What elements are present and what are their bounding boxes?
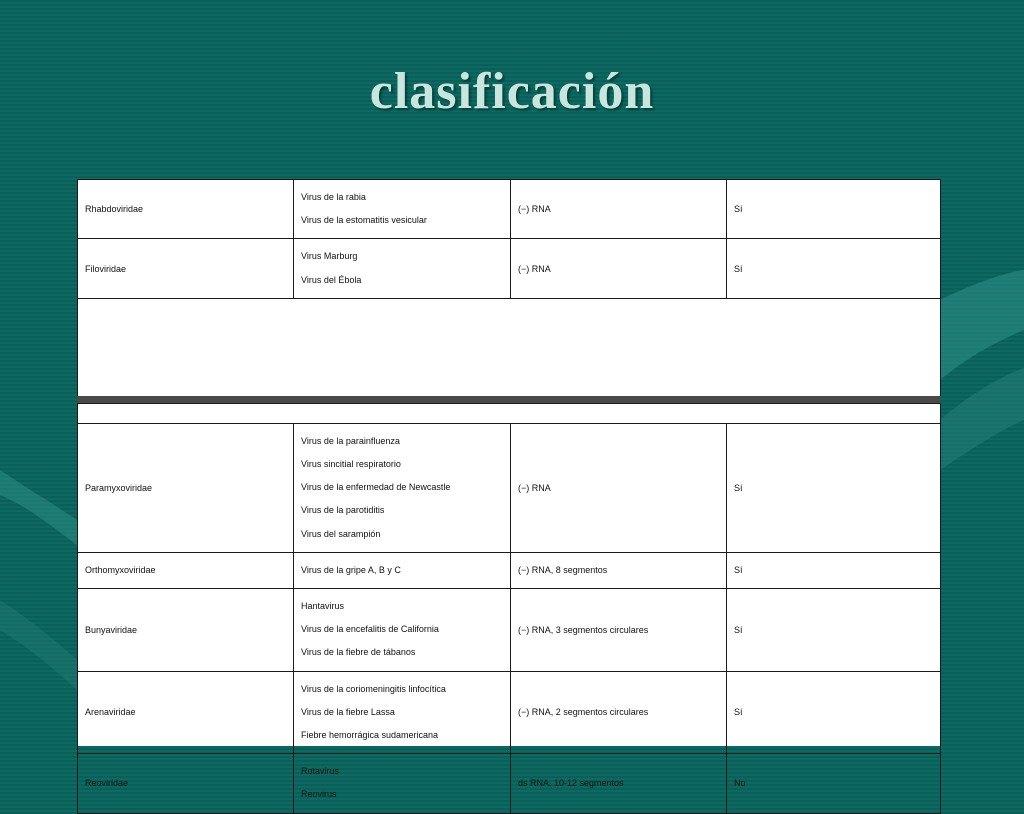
family-cell: Arenaviridae (78, 671, 294, 754)
envelope-cell: Sí (727, 552, 941, 588)
virus-name: Virus de la enfermedad de Newcastle (301, 482, 451, 493)
virus-name: Virus de la parainfluenza (301, 435, 400, 446)
virus-name: Virus de la parotiditis (301, 505, 385, 516)
virus-name: Virus del sarampión (301, 528, 381, 539)
family-cell: Reoviridae (78, 754, 294, 813)
blank-row (78, 403, 941, 423)
virus-name: Virus de la rabia (301, 192, 366, 202)
viruses-cell (294, 671, 511, 754)
virus-name: Hantavirus (301, 601, 345, 612)
virus-name: Virus de la coriomeningitis linfocítica (301, 683, 446, 694)
virus-name: Virus de la gripe A, B y C (301, 564, 401, 575)
viruses-cell (294, 754, 511, 813)
table-row (78, 671, 941, 754)
envelope-cell: Sí (727, 671, 941, 754)
table-row (78, 180, 941, 239)
virus-table-top (77, 179, 941, 396)
virus-name: Virus sincitial respiratorio (301, 459, 401, 470)
table-row (78, 589, 941, 672)
genome-cell: (−) RNA, 8 segmentos (511, 552, 727, 588)
virus-name: Virus de la fiebre Lassa (301, 706, 395, 717)
genome-cell: (−) RNA, 2 segmentos circulares (511, 671, 727, 754)
family-cell: Bunyaviridae (78, 589, 294, 672)
envelope-cell: Sí (727, 239, 941, 298)
viruses-cell (294, 423, 511, 552)
table-row (78, 754, 941, 813)
virus-name: Rotavirus (301, 766, 340, 777)
family-cell: Paramyxoviridae (78, 423, 294, 552)
virus-table-bottom (77, 403, 941, 814)
genome-cell: (−) RNA (511, 239, 727, 298)
table-row (78, 423, 941, 552)
viruses-cell (294, 239, 511, 298)
table-divider (77, 396, 940, 403)
family-cell: Filoviridae (78, 239, 294, 298)
virus-name: Reovirus (301, 789, 337, 800)
genome-cell: ds RNA, 10-12 segmentos (511, 754, 727, 813)
slide-title: clasificación (369, 63, 655, 120)
envelope-cell: Sí (727, 423, 941, 552)
virus-name: Virus Marburg (301, 251, 358, 262)
family-cell: Orthomyxoviridae (78, 552, 294, 588)
genome-cell: (−) RNA (511, 423, 727, 552)
classification-table-panel (77, 179, 940, 800)
virus-name: Fiebre hemorrágica sudamericana (301, 730, 439, 741)
virus-name: Virus de la fiebre de tábanos (301, 647, 416, 658)
viruses-cell (294, 180, 511, 239)
genome-cell: (−) RNA, 3 segmentos circulares (511, 589, 727, 672)
viruses-cell (294, 589, 511, 672)
envelope-cell: Sí (727, 180, 941, 239)
genome-cell: (−) RNA (511, 180, 727, 239)
envelope-cell: Sí (727, 589, 941, 672)
blank-area (78, 298, 941, 396)
virus-name: Virus de la encefalitis de California (301, 624, 439, 635)
table-row (78, 552, 941, 588)
table-row (78, 239, 941, 298)
virus-name: Virus del Ébola (301, 274, 362, 285)
viruses-cell (294, 552, 511, 588)
virus-name: Virus de la estomatitis vesicular (301, 215, 427, 226)
family-cell: Rhabdoviridae (78, 180, 294, 239)
envelope-cell: No (727, 754, 941, 813)
